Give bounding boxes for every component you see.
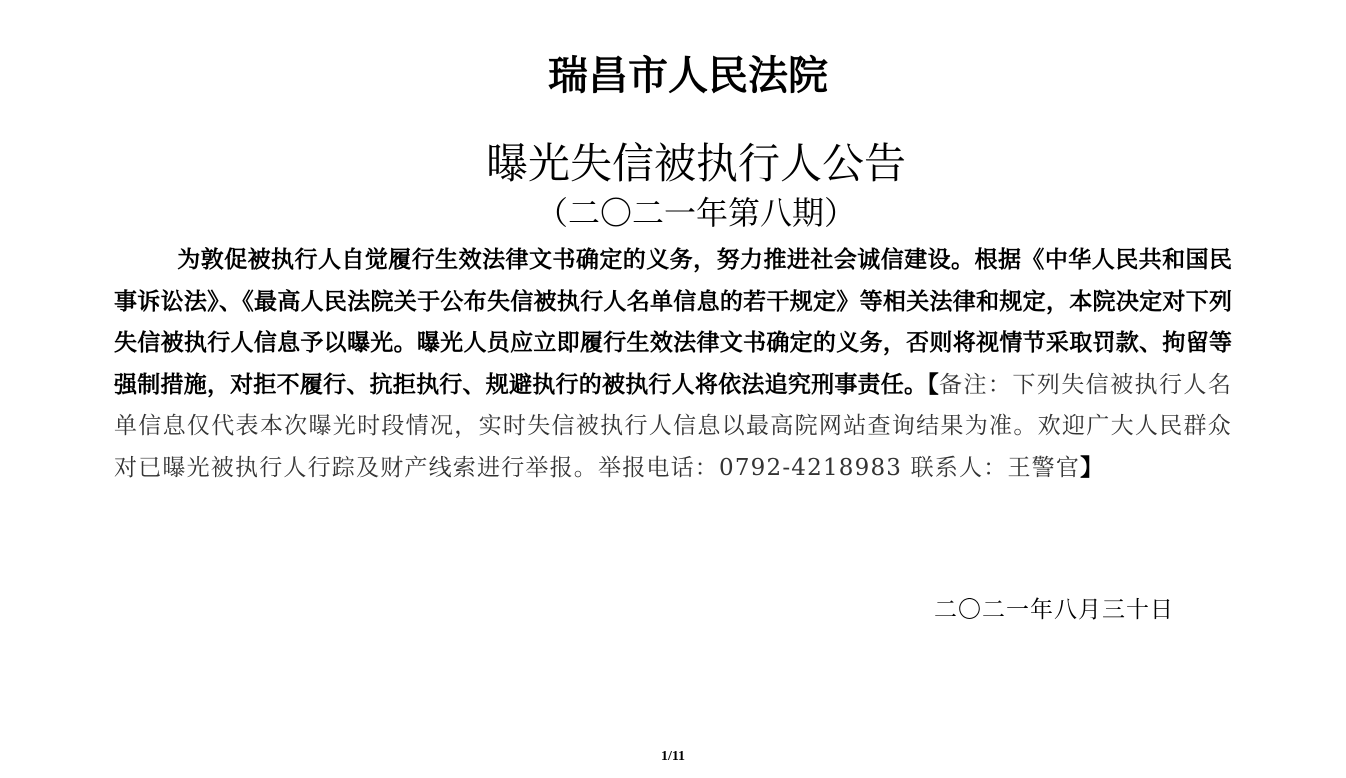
- court-name-heading: 瑞昌市人民法院: [548, 53, 828, 99]
- notice-date: 二〇二一年八月三十日: [934, 597, 1174, 623]
- note-open-bracket: 【: [927, 371, 940, 398]
- page-number: 1/11: [660, 749, 686, 764]
- note-close-bracket: 】: [1080, 454, 1104, 481]
- notice-body-paragraph: [114, 240, 1232, 489]
- notice-title: 曝光失信被执行人公告: [485, 139, 906, 188]
- note-text: 备注：下列失信被执行人名单信息仅代表本次曝光时段情况，实时失信被执行人信息以最高院网站查询结果为准。欢迎广大人民群众对已曝光被执行人行踪及财产线索进行举报。举报电话：0792-4218983 联系人：王警官: [114, 371, 1233, 481]
- issue-number: （二〇二一年第八期）: [535, 194, 856, 232]
- notice-body-main-text: 为敦促被执行人自觉履行生效法律文书确定的义务，努力推进社会诚信建设。根据《中华人民共和国民事诉讼法》、《最高人民法院关于公布失信被执行人名单信息的若干规定》等相关法律和规定，本院决定对下列失信被执行人信息予以曝光。曝光人员应立即履行生效法律文书确定的义务，否则将视情节采取罚款、拘留等强制措施，对拒不履行、抗拒执行、规避执行的被执行人将依法追究刑事责任。: [114, 247, 1232, 398]
